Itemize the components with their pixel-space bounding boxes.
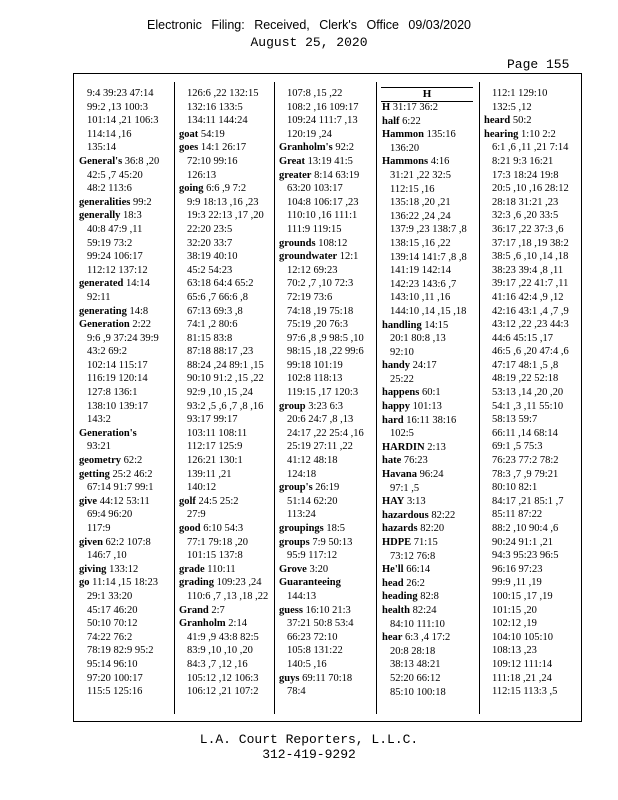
index-term: giving 133:12: [79, 563, 139, 575]
index-reference: 90:10 91:2 ,15 ,22: [187, 373, 264, 385]
index-term: generally 18:3: [79, 210, 142, 222]
index-reference: 92:9 ,10 ,15 ,24: [187, 387, 253, 399]
index-reference: 113:24: [287, 509, 316, 521]
index-reference: 8:21 9:3 16:21: [492, 155, 554, 167]
index-reference: 27:9: [187, 509, 206, 521]
index-reference: 51:14 62:20: [287, 495, 338, 507]
index-reference: 80:10 82:1: [492, 482, 538, 494]
index-reference: 9:6 ,9 37:24 39:9: [87, 332, 159, 344]
index-reference: 135:18 ,20 ,21: [390, 197, 451, 209]
index-reference: 110:10 ,16 111:1: [287, 210, 358, 222]
index-reference: 102:5: [390, 428, 414, 440]
index-term: Grove 3:20: [279, 563, 329, 575]
index-term: heading 82:8: [382, 591, 439, 603]
column-divider: [274, 82, 275, 714]
index-term: getting 25:2 46:2: [79, 468, 153, 480]
index-reference: 77:1 79:18 ,20: [187, 536, 248, 548]
index-reference: 12:12 69:23: [287, 264, 338, 276]
index-reference: 95:9 117:12: [287, 550, 338, 562]
index-reference: 53:13 ,14 ,20 ,20: [492, 387, 564, 399]
index-term: grade 110:11: [179, 563, 236, 575]
index-reference: 140:12: [187, 482, 217, 494]
index-reference: 138:10 139:17: [87, 400, 148, 412]
index-reference: 52:20 66:12: [390, 672, 441, 684]
index-term: handy 24:17: [382, 360, 437, 372]
index-reference: 32:3 ,6 ,20 33:5: [492, 210, 559, 222]
index-reference: 135:14: [87, 142, 117, 154]
index-reference: 67:13 69:3 ,8: [187, 305, 243, 317]
index-reference: 45:2 54:23: [187, 264, 233, 276]
column-divider: [479, 82, 480, 714]
index-reference: 126:13: [187, 169, 217, 181]
index-reference: 136:20: [390, 142, 420, 154]
index-reference: 93:21: [87, 441, 111, 453]
index-reference: 58:13 59:7: [492, 414, 538, 426]
index-reference: 134:11 144:24: [187, 115, 248, 127]
index-term: going 6:6 ,9 7:2: [179, 183, 247, 195]
index-reference: 112:15 113:3 ,5: [492, 686, 558, 698]
index-reference: 74:18 ,19 75:18: [287, 305, 354, 317]
index-reference: 66:11 ,14 68:14: [492, 427, 558, 439]
index-reference: 140:5 ,16: [287, 658, 327, 670]
index-term: Great 13:19 41:5: [279, 155, 353, 167]
index-reference: 54:1 ,3 ,11 55:10: [492, 400, 564, 412]
index-reference: 93:17 99:17: [187, 414, 238, 426]
index-reference: 117:9: [87, 523, 111, 534]
page-number: Page 155: [507, 57, 570, 72]
index-term: group 3:23 6:3: [279, 400, 343, 412]
index-reference: 144:13: [287, 590, 317, 602]
reporter-name: L.A. Court Reporters, L.L.C.: [199, 732, 419, 747]
index-reference: 93:2 ,5 ,6 ,7 ,8 ,16: [187, 400, 264, 412]
index-reference: 17:3 18:24 19:8: [492, 169, 559, 181]
index-reference: 84:10 111:10: [390, 618, 445, 630]
index-reference: 90:24 91:1 ,21: [492, 536, 553, 548]
index-term: generated 14:14: [79, 278, 150, 290]
index-reference: 83:9 ,10 ,10 ,20: [187, 645, 253, 657]
index-term: groupings 18:5: [279, 523, 346, 534]
hearing-date: August 25, 2020: [250, 35, 368, 50]
index-term: happens 60:1: [382, 387, 441, 399]
index-term: groups 7:9 50:13: [279, 536, 353, 548]
index-reference: 119:15 ,17 120:3: [287, 387, 359, 399]
index-reference: 43:12 ,22 ,23 44:3: [492, 319, 569, 331]
index-reference: 112:15 ,16: [390, 183, 435, 195]
index-term: health 82:24: [382, 604, 437, 616]
index-reference: 88:2 ,10 90:4 ,6: [492, 523, 559, 534]
index-column-2: [179, 87, 271, 699]
index-reference: 97:6 ,8 ,9 98:5 ,10: [287, 332, 364, 344]
index-reference: 146:7 ,10: [87, 550, 127, 562]
index-reference: 97:1 ,5: [390, 482, 420, 494]
index-reference: 65:6 ,7 66:6 ,8: [187, 291, 248, 303]
index-reference: 99:9 ,11 ,19: [492, 577, 542, 589]
reporter-phone: 312-419-9292: [262, 747, 356, 762]
index-reference: 99:18 101:19: [287, 359, 343, 371]
index-reference: 99:2 ,13 100:3: [87, 101, 148, 113]
index-reference: 38:23 39:4 ,8 ,11: [492, 264, 564, 276]
index-term: hearing 1:10 2:2: [484, 128, 556, 140]
index-reference: 74:1 ,2 80:6: [187, 319, 238, 331]
index-reference: 85:11 87:22: [492, 509, 543, 521]
index-reference: 85:10 100:18: [390, 686, 446, 698]
index-term: Havana 96:24: [382, 469, 444, 481]
index-term: Hammon 135:16: [382, 129, 456, 141]
index-reference: 48:2 113:6: [87, 183, 132, 195]
index-term: H 31:17 36:2: [382, 102, 439, 113]
index-reference: 28:18 31:21 ,23: [492, 196, 559, 208]
index-term: group's 26:19: [279, 482, 340, 494]
index-reference: 43:2 69:2: [87, 346, 127, 358]
index-reference: 40:8 47:9 ,11: [87, 223, 143, 235]
index-reference: 84:3 ,7 ,12 ,16: [187, 658, 248, 670]
index-reference: 108:2 ,16 109:17: [287, 101, 359, 113]
index-term: Hammons 4:16: [382, 156, 450, 168]
index-reference: 109:12 111:14: [492, 658, 553, 670]
index-reference: 25:22: [390, 373, 414, 385]
index-term: goes 14:1 26:17: [179, 142, 247, 154]
index-reference: 69:4 96:20: [87, 509, 133, 521]
index-reference: 67:14 91:7 99:1: [87, 482, 154, 494]
index-reference: 110:6 ,7 ,13 ,18 ,22: [187, 590, 269, 602]
index-term: geometry 62:2: [79, 455, 143, 467]
index-reference: 45:17 46:20: [87, 604, 138, 616]
index-reference: 100:15 ,17 ,19: [492, 590, 553, 602]
index-column-1: [79, 87, 171, 699]
index-reference: 101:14 ,21 106:3: [87, 115, 159, 127]
index-reference: 143:10 ,11 ,16: [390, 292, 451, 304]
index-reference: 111:9 119:15: [287, 223, 342, 235]
index-reference: 25:19 27:11 ,22: [287, 441, 353, 453]
index-reference: 101:15 137:8: [187, 550, 243, 562]
index-reference: 29:1 33:20: [87, 590, 133, 602]
index-reference: 112:1 129:10: [492, 88, 548, 99]
index-term: goat 54:19: [179, 128, 225, 140]
index-term: guys 69:11 70:18: [279, 672, 353, 684]
index-reference: 105:8 131:22: [287, 645, 343, 657]
index-reference: 20:5 ,10 ,16 28:12: [492, 183, 569, 195]
index-term: Grand 2:7: [179, 604, 225, 616]
index-reference: 126:6 ,22 132:15: [187, 88, 259, 99]
index-reference: 142:23 143:6 ,7: [390, 278, 457, 290]
index-reference: 41:9 ,9 43:8 82:5: [187, 631, 259, 643]
index-term: hear 6:3 ,4 17:2: [382, 632, 451, 644]
index-reference: 101:15 ,20: [492, 604, 537, 616]
column-divider: [174, 82, 175, 714]
index-reference: 139:14 141:7 ,8 ,8: [390, 251, 467, 263]
index-term: grounds 108:12: [279, 237, 348, 249]
index-reference: 42:16 43:1 ,4 ,7 ,9: [492, 305, 569, 317]
section-heading-h: H: [381, 87, 473, 102]
index-reference: 127:8 136:1: [87, 387, 138, 399]
index-reference: 124:18: [287, 468, 317, 480]
index-term: grading 109:23 ,24: [179, 577, 262, 589]
index-reference: 75:19 ,20 76:3: [287, 319, 348, 331]
index-reference: 48:19 ,22 52:18: [492, 373, 559, 385]
index-reference: 70:2 ,7 ,10 72:3: [287, 278, 354, 290]
index-column-4: [382, 101, 474, 699]
column-divider: [376, 82, 377, 714]
index-reference: 132:16 133:5: [187, 101, 243, 113]
index-term: hazardous 82:22: [382, 509, 456, 521]
index-term: HAY 3:13: [382, 496, 426, 508]
index-reference: 98:15 ,18 ,22 99:6: [287, 346, 364, 358]
index-reference: 106:12 ,21 107:2: [187, 686, 259, 698]
index-reference: 78:3 ,7 ,9 79:21: [492, 468, 559, 480]
index-term: half 6:22: [382, 115, 421, 127]
index-reference: 73:12 76:8: [390, 550, 436, 562]
index-reference: 24:17 ,22 25:4 ,16: [287, 427, 364, 439]
index-term: go 11:14 ,15 18:23: [79, 577, 158, 589]
index-column-3: [279, 87, 371, 699]
index-reference: 120:19 ,24: [287, 128, 332, 140]
index-reference: 132:5 ,12: [492, 101, 532, 113]
index-term: HDPE 71:15: [382, 537, 438, 548]
index-reference: 41:12 48:18: [287, 455, 338, 467]
index-reference: 50:10 70:12: [87, 618, 138, 630]
index-reference: 22:20 23:5: [187, 223, 233, 235]
index-reference: 144:10 ,14 ,15 ,18: [390, 305, 467, 317]
index-term: good 6:10 54:3: [179, 523, 244, 534]
index-reference: 137:9 ,23 138:7 ,8: [390, 224, 467, 236]
index-reference: 46:5 ,6 ,20 47:4 ,6: [492, 346, 569, 358]
index-term: greater 8:14 63:19: [279, 169, 360, 181]
index-reference: 44:6 45:15 ,17: [492, 332, 553, 344]
index-reference: 59:19 73:2: [87, 237, 133, 249]
index-reference: 31:21 ,22 32:5: [390, 169, 451, 181]
index-reference: 105:12 ,12 106:3: [187, 672, 259, 684]
index-reference: 69:1 ,5 75:3: [492, 441, 543, 453]
index-reference: 81:15 83:8: [187, 332, 233, 344]
index-term: give 44:12 53:11: [79, 495, 150, 507]
index-term: HARDIN 2:13: [382, 441, 446, 453]
index-reference: 112:12 137:12: [87, 264, 148, 276]
index-reference: 63:20 103:17: [287, 183, 343, 195]
index-reference: 74:22 76:2: [87, 631, 133, 643]
index-term: Granholm's 92:2: [279, 142, 354, 154]
index-reference: 96:16 97:23: [492, 563, 543, 575]
index-term: generating 14:8: [79, 305, 149, 317]
index-term: groundwater 12:1: [279, 251, 359, 263]
index-term: golf 24:5 25:2: [179, 495, 239, 507]
index-reference: 37:17 ,18 ,19 38:2: [492, 237, 569, 249]
index-reference: 92:11: [87, 291, 111, 303]
index-reference: 102:12 ,19: [492, 618, 537, 630]
index-term: hazards 82:20: [382, 523, 445, 535]
index-reference: 9:9 18:13 ,16 ,23: [187, 196, 259, 208]
index-reference: 107:8 ,15 ,22: [287, 88, 343, 99]
index-term: Generation's: [79, 427, 137, 439]
index-reference: 6:1 ,6 ,11 ,21 7:14: [492, 142, 569, 154]
index-reference: 143:2: [87, 414, 111, 426]
index-reference: 92:10: [390, 346, 414, 358]
index-term: Granholm 2:14: [179, 618, 247, 630]
index-reference: 141:19 142:14: [390, 265, 451, 277]
index-term: handling 14:15: [382, 319, 449, 331]
index-reference: 111:18 ,21 ,24: [492, 672, 552, 684]
index-reference: 115:5 125:16: [87, 686, 143, 698]
index-reference: 76:23 77:2 78:2: [492, 455, 559, 467]
index-reference: 72:10 99:16: [187, 155, 238, 167]
index-reference: 139:11 ,21: [187, 468, 232, 480]
index-reference: 38:5 ,6 ,10 ,14 ,18: [492, 251, 569, 263]
index-reference: 138:15 ,16 ,22: [390, 237, 451, 249]
index-reference: 103:11 108:11: [187, 427, 248, 439]
index-reference: 41:16 42:4 ,9 ,12: [492, 291, 564, 303]
index-reference: 38:19 40:10: [187, 251, 238, 263]
index-reference: 99:24 106:17: [87, 251, 143, 263]
index-reference: 95:14 96:10: [87, 658, 138, 670]
index-column-5: [484, 87, 576, 699]
index-reference: 39:17 ,22 41:7 ,11: [492, 278, 569, 290]
index-reference: 108:13 ,23: [492, 645, 537, 657]
index-term: generalities 99:2: [79, 196, 152, 208]
index-reference: 37:21 50:8 53:4: [287, 618, 354, 630]
index-term: head 26:2: [382, 577, 425, 589]
index-reference: 104:8 106:17 ,23: [287, 196, 359, 208]
index-term: hard 16:11 38:16: [382, 414, 457, 426]
index-term: Generation 2:22: [79, 319, 152, 331]
index-reference: 20:6 24:7 ,8 ,13: [287, 414, 354, 426]
index-reference: 112:17 125:9: [187, 441, 243, 453]
index-term: hate 76:23: [382, 455, 428, 467]
filing-stamp: Electronic Filing: Received, Clerk's Office 09/03/2020: [147, 18, 471, 32]
index-reference: 109:24 111:7 ,13: [287, 115, 358, 127]
index-reference: 88:24 ,24 89:1 ,15: [187, 359, 264, 371]
index-term: happy 101:13: [382, 401, 442, 413]
index-reference: 20:8 28:18: [390, 645, 436, 657]
index-term: He'll 66:14: [382, 564, 431, 576]
index-reference: 32:20 33:7: [187, 237, 233, 249]
index-reference: 9:4 39:23 47:14: [87, 88, 154, 99]
index-reference: 102:8 118:13: [287, 373, 343, 385]
index-reference: 104:10 105:10: [492, 631, 553, 643]
index-term: guess 16:10 21:3: [279, 604, 351, 616]
index-reference: 47:17 48:1 ,5 ,8: [492, 359, 559, 371]
index-reference: 36:17 ,22 37:3 ,6: [492, 223, 564, 235]
index-reference: 78:4: [287, 686, 306, 698]
index-reference: 42:5 ,7 45:20: [87, 169, 143, 181]
index-reference: 136:22 ,24 ,24: [390, 210, 451, 222]
index-reference: 38:13 48:21: [390, 659, 441, 671]
index-reference: 126:21 130:1: [187, 455, 243, 467]
index-reference: 72:19 73:6: [287, 291, 333, 303]
index-term: given 62:2 107:8: [79, 536, 151, 548]
index-reference: 97:20 100:17: [87, 672, 143, 684]
index-reference: 19:3 22:13 ,17 ,20: [187, 210, 264, 222]
index-reference: 66:23 72:10: [287, 631, 338, 643]
index-reference: 78:19 82:9 95:2: [87, 645, 154, 657]
index-term: Guaranteeing: [279, 577, 341, 589]
index-term: General's 36:8 ,20: [79, 155, 160, 167]
index-reference: 84:17 ,21 85:1 ,7: [492, 495, 564, 507]
index-reference: 87:18 88:17 ,23: [187, 346, 254, 358]
index-reference: 114:14 ,16: [87, 128, 132, 140]
index-reference: 63:18 64:4 65:2: [187, 278, 254, 290]
index-reference: 102:14 115:17: [87, 359, 148, 371]
index-term: heard 50:2: [484, 115, 532, 127]
index-reference: 116:19 120:14: [87, 373, 148, 385]
index-reference: 20:1 80:8 ,13: [390, 333, 446, 345]
index-reference: 94:3 95:23 96:5: [492, 550, 559, 562]
